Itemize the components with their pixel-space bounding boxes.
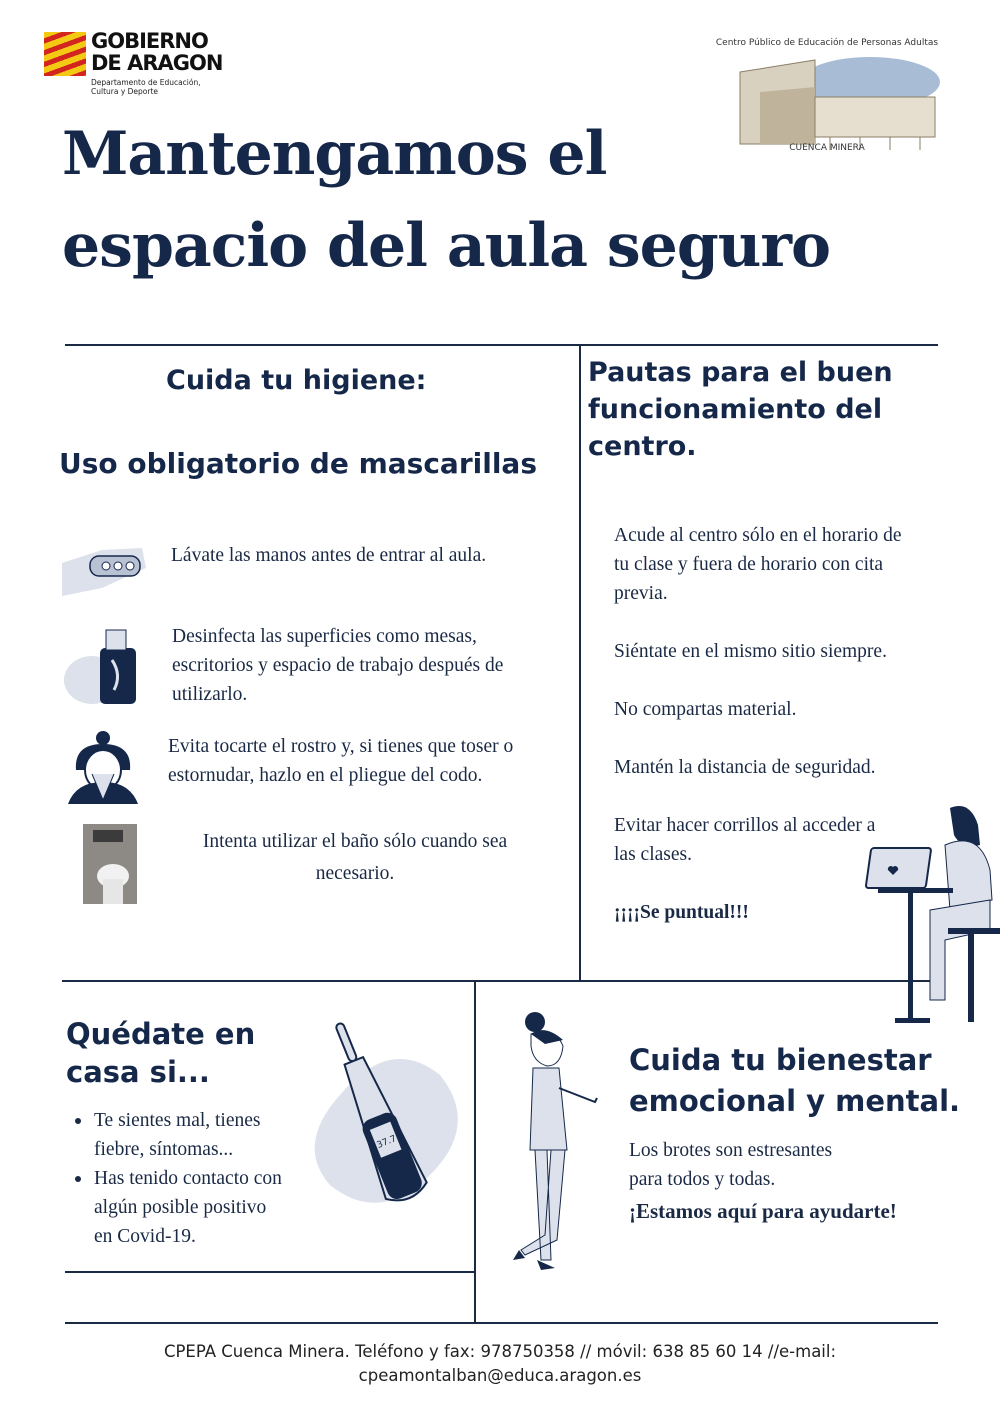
logo-sub-line1: Departamento de Educación, (91, 78, 201, 87)
footer-contact: CPEPA Cuenca Minera. Teléfono y fax: 978750358 // móvil: 638 85 60 14 //e-mail: (163, 1342, 837, 1361)
stay-home-item: Te sientes mal, tienes fiebre, síntomas... (66, 1106, 286, 1164)
rules-heading (588, 354, 893, 465)
logo-name-line1: GOBIERNO (91, 29, 208, 53)
toilet-photo-icon (83, 824, 137, 904)
rules-heading-line: Pautas para el buen (588, 357, 893, 388)
woman-phone-illustration (505, 1010, 615, 1275)
divider (65, 1271, 475, 1273)
hygiene-item-text: Evita tocarte el rostro y, si tienes que toser o estornudar, hazlo en el pliegue del codo. (168, 736, 514, 786)
stay-home-heading (66, 1015, 255, 1091)
hygiene-item-text: Lávate las manos antes de entrar al aula. (171, 545, 487, 566)
divider (65, 344, 938, 346)
logo-sub-line2: Cultura y Deporte (91, 87, 159, 96)
rules-emphasis: ¡¡¡¡Se puntual!!! (614, 902, 749, 923)
aragon-flag-icon (44, 32, 86, 76)
rules-heading-line: funcionamiento del (588, 394, 883, 425)
cepa-logo-subtitle: CUENCA MINERA (789, 143, 865, 153)
footer (0, 1340, 1000, 1388)
stay-home-heading-line: Quédate en (66, 1017, 256, 1051)
wellbeing-heading (629, 1040, 960, 1122)
rules-heading-line: centro. (588, 431, 697, 462)
hygiene-item-text: Desinfecta las superficies como mesas, escritorios y espacio de trabajo después de utilizarlo. (172, 626, 504, 705)
woman-laptop-illustration (850, 800, 1000, 1025)
wellbeing-heading-line: Cuida tu bienestar (629, 1043, 932, 1077)
stay-home-list (66, 1106, 286, 1251)
hygiene-item-text: Intenta utilizar el baño sólo cuando sea necesario. (202, 831, 508, 884)
rule-item: Mantén la distancia de seguridad. (614, 757, 876, 778)
cepa-logo-title: Centro Público de Educación de Personas Adultas (715, 38, 939, 48)
title-line2: espacio del aula seguro (62, 211, 831, 281)
footer-email[interactable]: cpeamontalban@educa.aragon.es (358, 1366, 642, 1385)
spray-bottle-icon (62, 620, 142, 708)
divider (65, 1322, 938, 1324)
gobierno-aragon-logo (44, 30, 244, 102)
logo-name-line2: DE ARAGON (91, 51, 223, 75)
page-title (62, 108, 830, 292)
sneezing-person-icon (66, 730, 140, 804)
rule-item: Siéntate en el mismo sitio siempre. (614, 641, 887, 662)
title-line1: Mantengamos el (62, 119, 607, 189)
rule-item: No compartas material. (614, 699, 797, 720)
thermometer-illustration (300, 1015, 465, 1215)
divider (579, 344, 581, 981)
stay-home-heading-line: casa si... (66, 1055, 210, 1089)
divider (62, 980, 938, 982)
thermometer-reading: 37.7 (375, 1134, 398, 1151)
hygiene-heading: Cuida tu higiene: (166, 365, 427, 396)
mask-heading: Uso obligatorio de mascarillas (59, 447, 537, 480)
stay-home-item: Has tenido contacto con algún posible positivo en Covid-19. (66, 1164, 286, 1251)
wellbeing-heading-line: emocional y mental. (629, 1084, 961, 1118)
wellbeing-text: Los brotes son estresantes para todos y todas. (629, 1140, 833, 1190)
wellbeing-emphasis: ¡Estamos aquí para ayudarte! (629, 1199, 897, 1223)
rule-item: Acude al centro sólo en el horario de tu clase y fuera de horario con cita previa. (614, 525, 902, 604)
hand-washing-icon (62, 538, 148, 598)
rule-item: Evitar hacer corrillos al acceder a las clases. (614, 815, 876, 865)
